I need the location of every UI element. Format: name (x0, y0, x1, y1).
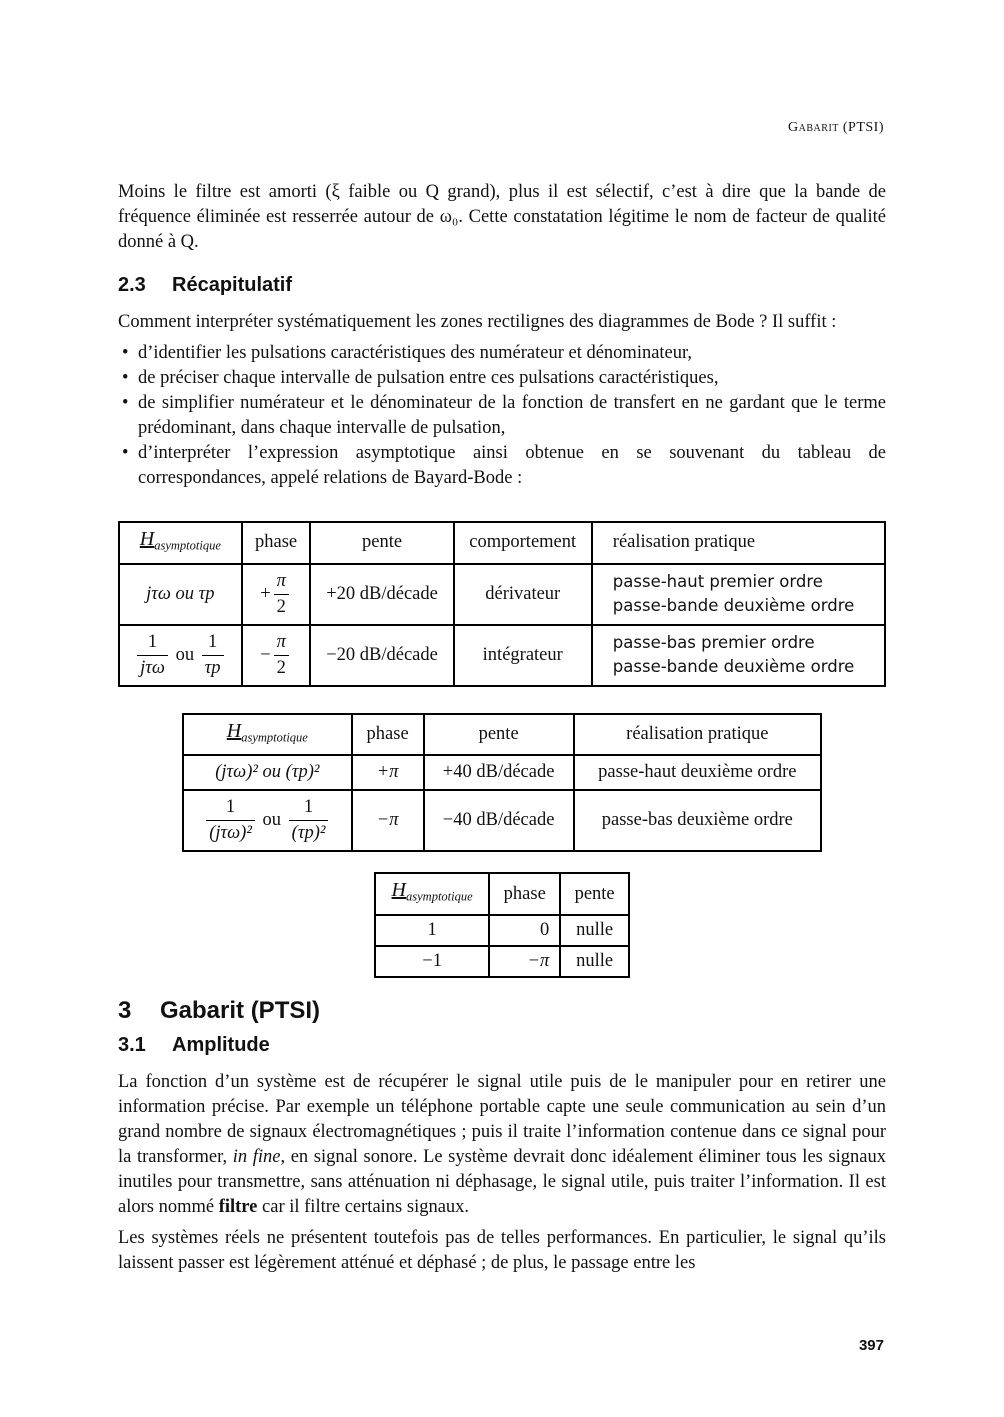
cell-h: $\frac{1}{\text{(jτω)²}}$ ou $\frac{1}{\text{(τp)²}}$ (183, 790, 352, 851)
section-title: Récapitulatif (172, 274, 293, 296)
header-h-asymptotique: $H_{asymptotique}$ (375, 873, 489, 915)
cell-phase: +π (352, 755, 424, 790)
cell-realisation: passe-bas deuxième ordre (574, 790, 821, 851)
cell-h: −1 (375, 946, 489, 977)
header-comportement: comportement (454, 522, 592, 564)
intro-paragraph: Moins le filtre est amorti (ξ faible ou Q grand), plus il est sélectif, c’est à dire que la bande de fréquence éliminée est resserrée autour de ω₀. Cette constatation légitime le nom de facteur de qualité donné à Q. (118, 182, 886, 252)
cell-pente: nulle (560, 946, 629, 977)
page-number: 397 (858, 1337, 884, 1354)
table-row (183, 790, 821, 851)
paragraph: La fonction d’un système est de récupérer le signal utile puis de le manipuler pour en retirer une information précise. Par exemple un téléphone portable capte une seule communication au sein d’un grand nombre de signaux électromagnétiques ; puis il traite l’information contenue dans ce signal pour la transformer, in fine, en signal sonore. Le système devrait donc idéalement éliminer tous les signaux inutiles pour transmettre, sans atténuation ni déphasage, le signal utile, puis traiter l’information. Il est alors nommé filtre car il filtre certains signaux. (118, 1072, 887, 1218)
section-number: 3 (118, 997, 132, 1025)
cell-phase: − $\frac{\pi}{2}$ (242, 625, 311, 686)
table-row (375, 946, 629, 977)
cell-h: $\frac{1}{\text{jτω}}$ ou $\frac{1}{\tau p}$ (119, 625, 242, 686)
section-heading-3-1 (118, 1033, 886, 1058)
header-phase: phase (352, 714, 424, 756)
bode-table-constant (374, 872, 630, 978)
header-phase: phase (489, 873, 560, 915)
paragraph: Les systèmes réels ne présentent toutefois pas de telles performances. En particulier, le signal qu’ils laissent passer est légèrement atténué et déphasé ; de plus, le passage entre les (118, 1228, 886, 1274)
list-item: • de préciser chaque intervalle de pulsation entre ces pulsations caractéristiques, (118, 366, 886, 391)
cell-realisation: passe-haut premier ordre passe-bande deuxième ordre (592, 564, 885, 625)
cell-comportement: intégrateur (454, 625, 592, 686)
header-phase: phase (242, 522, 311, 564)
cell-h: jτω ou τp (119, 564, 242, 625)
section-heading-2-3 (118, 273, 886, 298)
cell-phase: −π (489, 946, 560, 977)
section-number: 2.3 (118, 274, 146, 296)
table-header-row (375, 873, 629, 915)
section-title: Amplitude (172, 1034, 270, 1057)
bode-table-first-order (118, 521, 886, 687)
header-realisation: réalisation pratique (574, 714, 821, 756)
page-content (118, 180, 886, 1282)
table-row (375, 915, 629, 946)
table-row (119, 625, 885, 686)
bode-table-second-order (182, 713, 822, 853)
cell-phase: + $\frac{\pi}{2}$ (242, 564, 311, 625)
cell-phase: −π (352, 790, 424, 851)
table-header-row (183, 714, 821, 756)
section-heading-3 (118, 998, 886, 1023)
cell-realisation: passe-haut deuxième ordre (574, 755, 821, 790)
header-pente: pente (560, 873, 629, 915)
list-item: • d’identifier les pulsations caractéristiques des numérateur et dénominateur, (118, 341, 886, 366)
table-header-row (119, 522, 885, 564)
cell-phase: 0 (489, 915, 560, 946)
header-pente: pente (310, 522, 453, 564)
list-item: • d’interpréter l’expression asymptotique ainsi obtenue en se souvenant du tableau de correspondances, appelé relations de Bayard-Bode : (118, 441, 886, 491)
cell-pente: −20 dB/décade (310, 625, 453, 686)
cell-h: (jτω)² ou (τp)² (183, 755, 352, 790)
bullet-list (118, 341, 886, 491)
header-h-asymptotique: $H_{asymptotique}$ (183, 714, 352, 756)
cell-h: 1 (375, 915, 489, 946)
table-row (183, 755, 821, 790)
section-title: Gabarit (PTSI) (160, 997, 321, 1025)
table-row (119, 564, 885, 625)
running-header: Gabarit (PTSI) (788, 120, 884, 135)
cell-pente: +20 dB/décade (310, 564, 453, 625)
header-pente: pente (424, 714, 574, 756)
section-intro: Comment interpréter systématiquement les zones rectilignes des diagrammes de Bode ? Il suffit : (118, 312, 837, 332)
cell-comportement: dérivateur (454, 564, 592, 625)
cell-pente: +40 dB/décade (424, 755, 574, 790)
cell-realisation: passe-bas premier ordre passe-bande deuxième ordre (592, 625, 885, 686)
section-number: 3.1 (118, 1034, 146, 1057)
cell-pente: −40 dB/décade (424, 790, 574, 851)
header-realisation: réalisation pratique (592, 522, 885, 564)
header-h-asymptotique: $H_{asymptotique}$ (119, 522, 242, 564)
list-item: • de simplifier numérateur et le dénominateur de la fonction de transfert en ne gardant que le terme prédominant, dans chaque intervalle de pulsation, (118, 391, 886, 441)
cell-pente: nulle (560, 915, 629, 946)
